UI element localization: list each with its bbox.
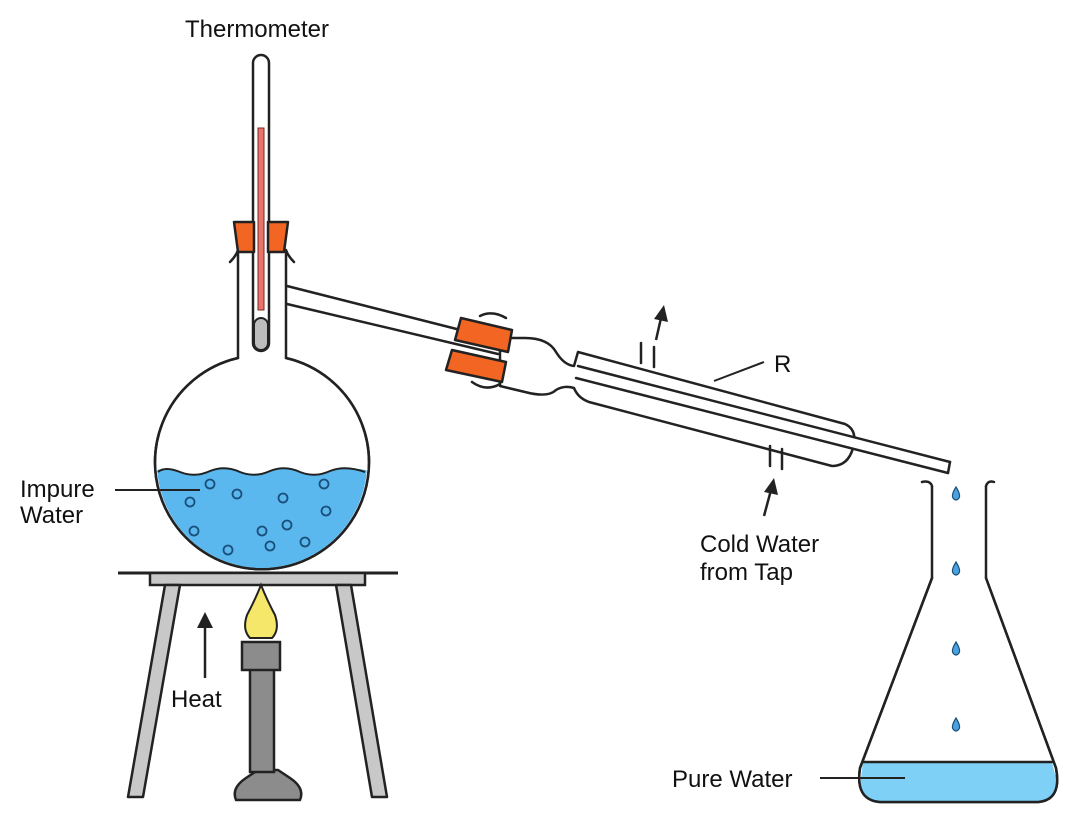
impure-water-label-line2: Water — [20, 502, 84, 529]
impure-water-label-line1: Impure — [20, 476, 95, 503]
bunsen-burner — [235, 642, 302, 800]
condenser — [500, 338, 950, 473]
cold-water-label-line2: from Tap — [700, 559, 793, 586]
condenser-leader — [714, 362, 764, 381]
conical-flask — [859, 482, 1057, 803]
condenser-water-outlet — [641, 343, 654, 367]
thermometer — [253, 55, 269, 351]
pure-water — [861, 762, 1057, 802]
water-in-arrow — [764, 478, 778, 516]
condenser-label: R — [774, 351, 792, 378]
water-out-arrow — [654, 305, 668, 340]
heat-label: Heat — [171, 686, 222, 713]
pure-water-label: Pure Water — [672, 766, 793, 793]
thermometer-label: Thermometer — [184, 16, 330, 43]
flame — [245, 585, 277, 638]
cold-water-label-line1: Cold Water — [700, 531, 820, 558]
heat-arrow — [197, 612, 213, 678]
